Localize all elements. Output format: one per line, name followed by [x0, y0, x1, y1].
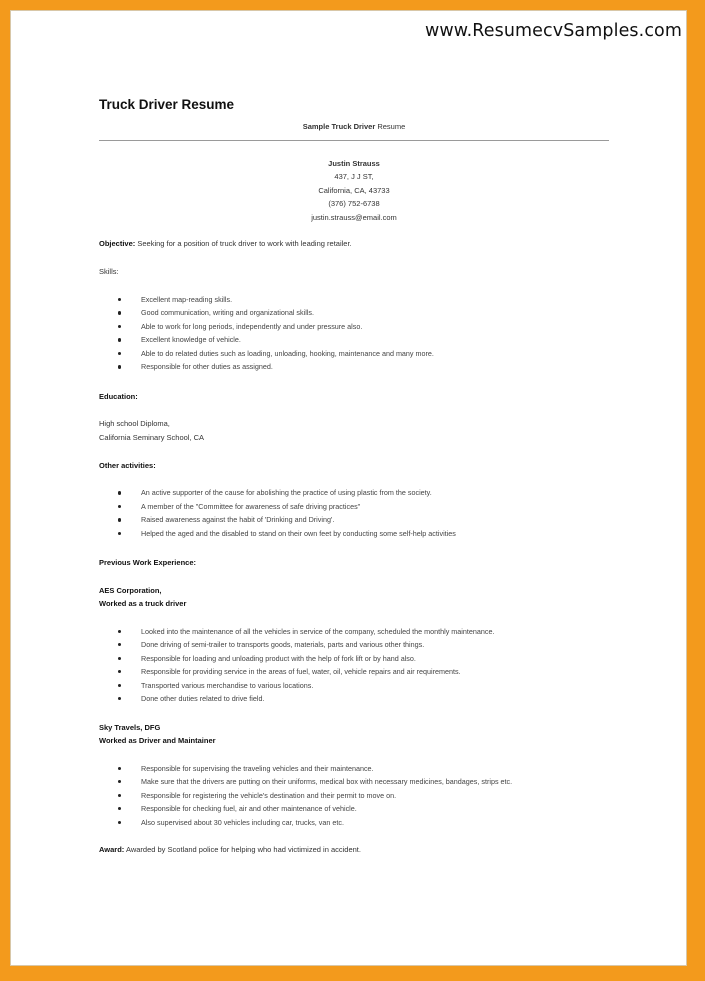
list-item: Responsible for checking fuel, air and other maintenance of vehicle.	[99, 802, 609, 816]
subtitle-rest: Resume	[375, 122, 406, 131]
contact-block	[99, 157, 609, 224]
list-item: Responsible for other duties as assigned.	[99, 360, 609, 374]
experience-heading: Previous Work Experience:	[99, 558, 196, 568]
list-item: Make sure that the drivers are putting on their uniforms, medical box with necessary medicines, bandages, strips etc.	[99, 775, 609, 789]
education-line-2: California Seminary School, CA	[99, 432, 205, 442]
watermark-url: www.ResumecvSamples.com	[424, 21, 682, 41]
skills-list	[99, 293, 609, 374]
award-text: Awarded by Scotland police for helping who had victimized in accident.	[124, 845, 361, 854]
resume-document	[99, 97, 609, 856]
skills-heading: Skills:	[99, 267, 119, 277]
list-item: A member of the "Committee for awareness of safe driving practices"	[99, 500, 609, 514]
job-2-duties	[99, 762, 609, 830]
other-activities-list	[99, 486, 609, 540]
objective-text: Seeking for a position of truck driver to work with leading retailer.	[135, 239, 352, 249]
resume-subtitle	[99, 122, 609, 131]
divider-line	[99, 140, 609, 141]
job-1-company: AES Corporation,	[99, 585, 162, 595]
contact-email: justin.strauss@email.com	[311, 212, 397, 222]
job-1-duties	[99, 625, 609, 706]
list-item: Good communication, writing and organizational skills.	[99, 306, 609, 320]
list-item: Done other duties related to drive field.	[99, 692, 609, 706]
list-item: Responsible for supervising the traveling vehicles and their maintenance.	[99, 762, 609, 776]
list-item: Able to work for long periods, independently and under pressure also.	[99, 320, 609, 334]
list-item: Excellent knowledge of vehicle.	[99, 333, 609, 347]
list-item: Responsible for providing service in the areas of fuel, water, oil, vehicle repairs and air requirements.	[99, 665, 609, 679]
contact-address-2: California, CA, 43733	[318, 185, 390, 195]
contact-name: Justin Strauss	[328, 159, 380, 168]
list-item: Able to do related duties such as loading, unloading, hooking, maintenance and many more.	[99, 347, 609, 361]
list-item: An active supporter of the cause for abolishing the practice of using plastic from the society.	[99, 486, 609, 500]
award	[99, 843, 609, 856]
resume-title: Truck Driver Resume	[99, 97, 235, 112]
list-item: Helped the aged and the disabled to stand on their own feet by conducting some self-help activities	[99, 527, 609, 541]
other-activities-heading: Other activities:	[99, 461, 156, 471]
award-label: Award:	[99, 845, 125, 854]
list-item: Excellent map-reading skills.	[99, 293, 609, 307]
education-heading: Education:	[99, 391, 138, 401]
list-item: Transported various merchandise to various locations.	[99, 679, 609, 693]
objective-label: Objective:	[99, 239, 136, 249]
list-item: Looked into the maintenance of all the vehicles in service of the company, scheduled the monthly maintenance.	[99, 625, 609, 639]
job-2-role: Worked as Driver and Maintainer	[99, 736, 216, 746]
contact-phone: (376) 752-6738	[328, 199, 380, 209]
list-item: Done driving of semi-trailer to transports goods, materials, parts and various other things.	[99, 638, 609, 652]
objective	[99, 237, 609, 250]
job-2-company: Sky Travels, DFG	[99, 722, 161, 732]
education-line-1: High school Diploma,	[99, 419, 170, 429]
list-item: Raised awareness against the habit of 'Drinking and Driving'.	[99, 513, 609, 527]
job-1-role: Worked as a truck driver	[99, 599, 187, 609]
list-item: Responsible for loading and unloading product with the help of fork lift or by hand also.	[99, 652, 609, 666]
list-item: Also supervised about 30 vehicles including car, trucks, van etc.	[99, 816, 609, 830]
contact-address-1: 437, J J ST,	[334, 172, 374, 182]
page-frame	[10, 10, 687, 966]
list-item: Responsible for registering the vehicle's destination and their permit to move on.	[99, 789, 609, 803]
subtitle-bold: Sample Truck Driver	[302, 122, 376, 131]
